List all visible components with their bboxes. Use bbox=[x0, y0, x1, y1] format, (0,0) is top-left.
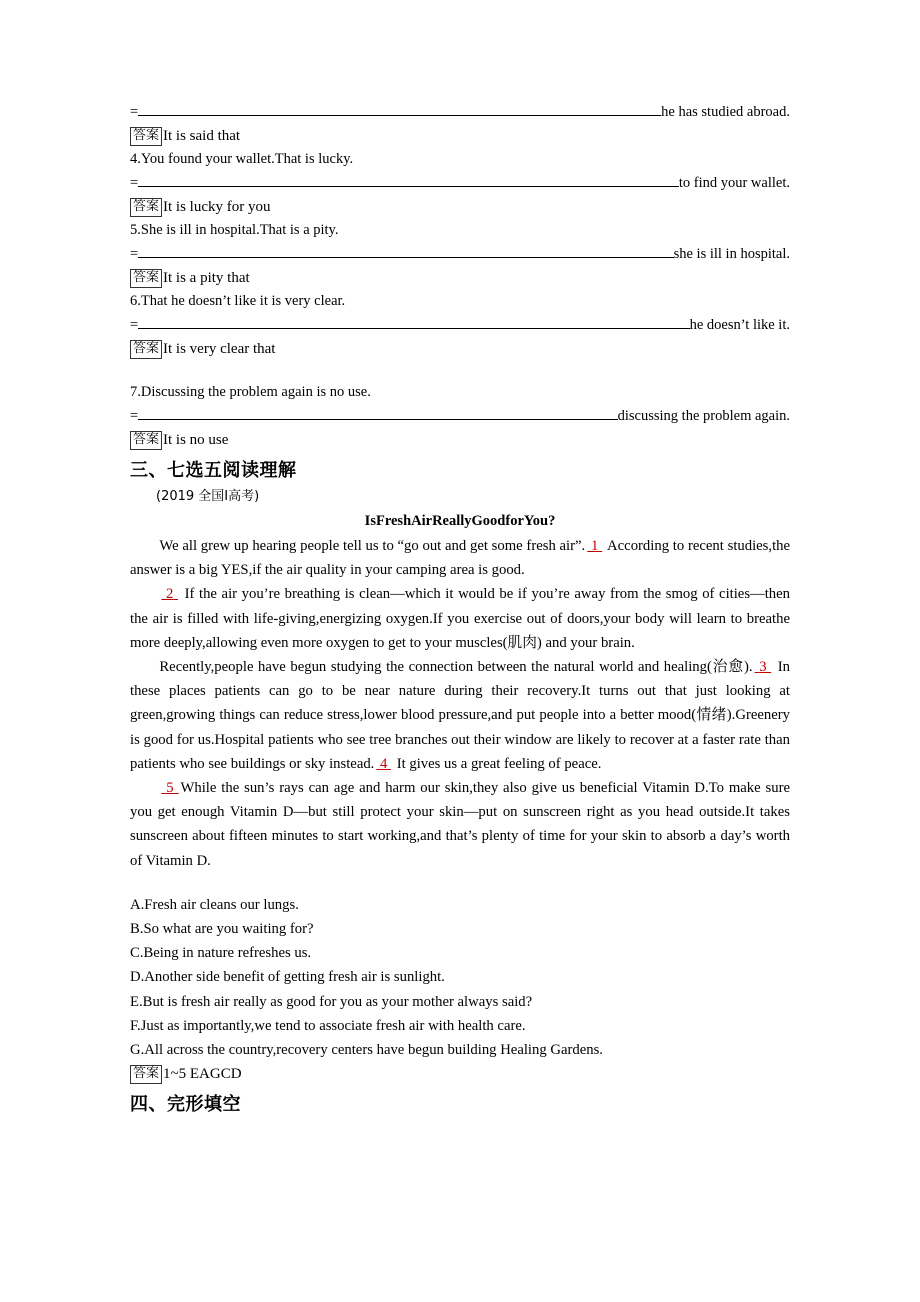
answer-label-section-three: 答案 bbox=[130, 1065, 162, 1084]
para-1-text-2: According to recent studies,the answer is a big YES,if the air quality in your camping area is good. bbox=[130, 538, 791, 579]
para-3-text-1: Recently,people have begun studying the connection between the natural world and healing(治愈). bbox=[159, 659, 753, 676]
answer-row-3 bbox=[130, 126, 790, 146]
article-title-text: IsFreshAirReallyGoodforYou bbox=[364, 513, 549, 529]
article-title-suffix: ? bbox=[548, 513, 556, 529]
question-7-tail: discussing the problem again. bbox=[617, 408, 790, 424]
article-paragraph-2 bbox=[130, 582, 790, 655]
gap-5[interactable]: 5 bbox=[166, 780, 174, 797]
gap-1[interactable]: 1 bbox=[591, 538, 599, 554]
question-6-tail: he doesn’t like it. bbox=[689, 317, 790, 333]
question-5-tail: she is ill in hospital. bbox=[673, 246, 790, 262]
gap-3[interactable]: 3 bbox=[759, 659, 767, 676]
question-7-blank-line bbox=[130, 404, 790, 428]
option-g[interactable]: G.All across the country,recovery centers have begun building Healing Gardens. bbox=[130, 1042, 603, 1059]
section-three-source: (2019 全国Ⅰ高考) bbox=[156, 489, 260, 504]
equals-sign: = bbox=[130, 246, 139, 262]
equals-sign: = bbox=[130, 175, 139, 191]
section-four-heading: 四、完形填空 bbox=[130, 1094, 241, 1116]
question-7-stem: 7.Discussing the problem again is no use. bbox=[130, 384, 371, 400]
para-4-text-1: While the sun’s rays can age and harm our skin,they also give us beneficial Vitamin D.To make sure you get enough Vitamin D—but still protect your skin—put on sunscreen right as you head outside.It takes sunscreen about fifteen minutes to start working,and that’s plenty of time for your skin to absorb a day’s worth of Vitamin D. bbox=[130, 780, 791, 869]
article-paragraph-1 bbox=[130, 534, 790, 582]
options-list bbox=[130, 893, 790, 1062]
option-e[interactable]: E.But is fresh air really as good for you as your mother always said? bbox=[130, 993, 533, 1010]
answer-label-5: 答案 bbox=[130, 269, 162, 288]
gap-4[interactable]: 4 bbox=[380, 755, 388, 772]
equals-sign: = bbox=[130, 408, 139, 424]
answer-label-7: 答案 bbox=[130, 431, 162, 450]
answer-blank[interactable] bbox=[138, 101, 661, 116]
equals-sign: = bbox=[130, 317, 139, 333]
answer-row-4 bbox=[130, 197, 790, 217]
answer-text-4: It is lucky for you bbox=[163, 199, 271, 215]
para-3-text-2: In these places patients can go to be near nature during their recovery.It turns out that just looking at green,growing things can reduce stress,lower blood pressure,and put people into a better mood(情绪).Greenery is good for us.Hospital patients who see tree branches out their window are likely to recover at a faster rate than patients who see buildings or sky instead. bbox=[130, 659, 791, 772]
answer-blank[interactable] bbox=[138, 172, 679, 187]
answer-text-5: It is a pity that bbox=[163, 270, 250, 286]
section-three-heading: 三、七选五阅读理解 bbox=[130, 460, 297, 481]
answer-text-7: It is no use bbox=[163, 432, 229, 448]
article-paragraph-3 bbox=[130, 655, 790, 776]
question-5-stem: 5.She is ill in hospital.That is a pity. bbox=[130, 222, 339, 238]
option-d[interactable]: D.Another side benefit of getting fresh air is sunlight. bbox=[130, 969, 445, 986]
gap-2[interactable]: 2 bbox=[166, 586, 174, 603]
para-1-text-1: We all grew up hearing people tell us to “go out and get some fresh air”. bbox=[159, 538, 586, 554]
equals-sign: = bbox=[130, 104, 139, 120]
para-3-text-3: It gives us a great feeling of peace. bbox=[393, 755, 602, 772]
answer-label-6: 答案 bbox=[130, 340, 162, 359]
question-4-blank-line bbox=[130, 171, 790, 195]
option-f[interactable]: F.Just as importantly,we tend to associate fresh air with health care. bbox=[130, 1017, 526, 1034]
answer-row-7 bbox=[130, 430, 790, 450]
article-title bbox=[130, 508, 790, 534]
option-a[interactable]: A.Fresh air cleans our lungs. bbox=[130, 896, 299, 913]
article-body bbox=[130, 534, 790, 873]
question-3-blank-line bbox=[130, 100, 790, 124]
answer-label-4: 答案 bbox=[130, 198, 162, 217]
answer-label-3: 答案 bbox=[130, 127, 162, 146]
spacer bbox=[130, 360, 790, 380]
question-4-tail: to find your wallet. bbox=[678, 175, 790, 191]
answer-row-6 bbox=[130, 339, 790, 359]
question-6-blank-line bbox=[130, 313, 790, 337]
answer-row-5 bbox=[130, 268, 790, 288]
page-content bbox=[130, 100, 790, 1120]
answer-text-6: It is very clear that bbox=[163, 341, 276, 357]
answer-text-3: It is said that bbox=[163, 128, 241, 144]
option-c[interactable]: C.Being in nature refreshes us. bbox=[130, 945, 312, 962]
answer-blank[interactable] bbox=[138, 314, 689, 329]
question-4-stem: 4.You found your wallet.That is lucky. bbox=[130, 151, 354, 167]
answer-row-section-three bbox=[130, 1064, 790, 1084]
question-5-blank-line bbox=[130, 242, 790, 266]
answer-blank[interactable] bbox=[138, 405, 617, 420]
question-6-stem: 6.That he doesn’t like it is very clear. bbox=[130, 293, 346, 309]
article-paragraph-4 bbox=[130, 776, 790, 873]
answer-text-section-three: 1~5 EAGCD bbox=[163, 1066, 242, 1083]
option-b[interactable]: B.So what are you waiting for? bbox=[130, 921, 314, 938]
para-2-text-1: If the air you’re breathing is clean—which it would be if you’re away from the smog of cities—then the air is filled with life-giving,energizing oxygen.If you exercise out of doors,your body will learn to breathe more deeply,allowing even more oxygen to get to your muscles(肌肉) and your brain. bbox=[130, 586, 791, 651]
question-3-tail: he has studied abroad. bbox=[661, 104, 790, 120]
answer-blank[interactable] bbox=[138, 243, 673, 258]
